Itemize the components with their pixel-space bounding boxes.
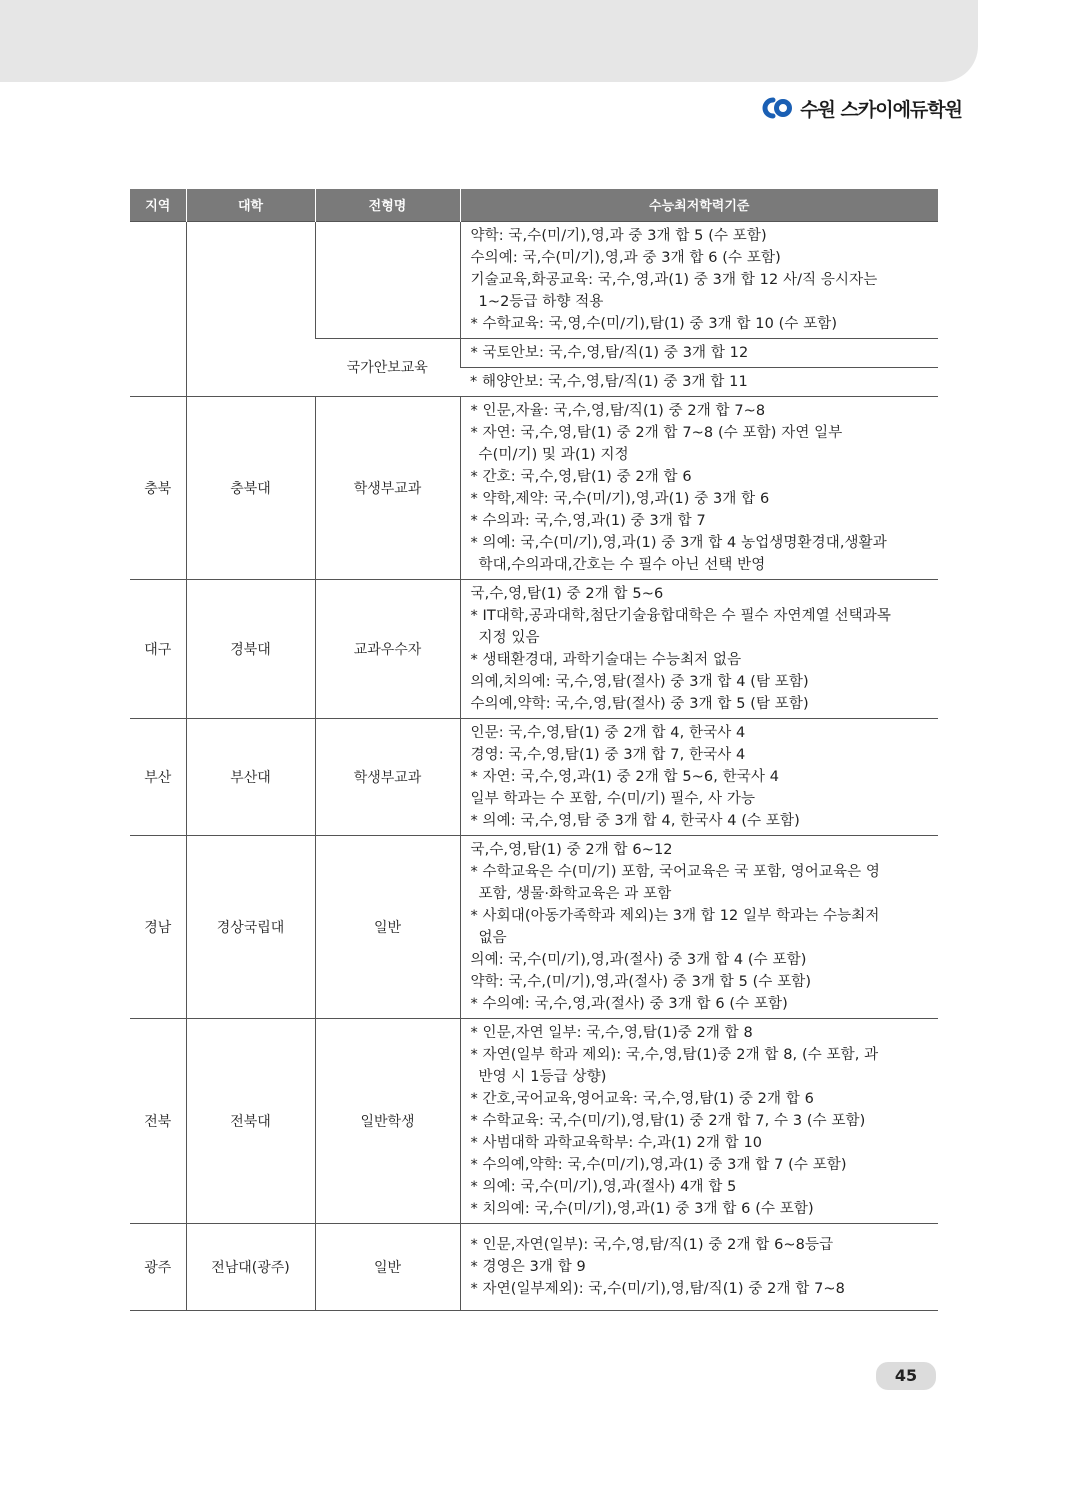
type-cell: 국가안보교육 bbox=[315, 338, 460, 396]
university-cell: 전북대 bbox=[186, 1018, 315, 1223]
table-row bbox=[130, 579, 938, 718]
table-row bbox=[130, 835, 938, 1018]
type-cell: 일반 bbox=[315, 835, 460, 1018]
criteria-line: 반영 시 1등급 상향) bbox=[478, 1068, 607, 1085]
header-criteria: 수능최저학력기준 bbox=[460, 189, 938, 221]
region-cell: 충북 bbox=[130, 396, 186, 579]
criteria-cell bbox=[460, 396, 938, 579]
criteria-line: 의예,치의예: 국,수,영,탐(절사) 중 3개 합 4 (탐 포함) bbox=[470, 673, 809, 690]
criteria-line: 1~2등급 하향 적용 bbox=[478, 293, 604, 310]
criteria-line: 지정 있음 bbox=[478, 629, 540, 646]
table-row bbox=[130, 718, 938, 835]
brand-name: 수원 스카이에듀학원 bbox=[800, 98, 962, 121]
criteria-line: * 국토안보: 국,수,영,탐/직(1) 중 3개 합 12 bbox=[470, 344, 749, 361]
criteria-cell bbox=[460, 1223, 938, 1310]
university-cell: 경상국립대 bbox=[186, 835, 315, 1018]
criteria-cell bbox=[460, 835, 938, 1018]
criteria-line: 국,수,영,탐(1) 중 2개 합 6~12 bbox=[470, 841, 673, 858]
region-cell: 대구 bbox=[130, 579, 186, 718]
page-number: 45 bbox=[876, 1362, 936, 1390]
criteria-line: 인문: 국,수,영,탐(1) 중 2개 합 4, 한국사 4 bbox=[470, 724, 746, 741]
type-cell: 학생부교과 bbox=[315, 718, 460, 835]
type-cell: 학생부교과 bbox=[315, 396, 460, 579]
criteria-line: 수의예: 국,수(미/기),영,과 중 3개 합 6 (수 포함) bbox=[470, 249, 781, 266]
criteria-line: * IT대학,공과대학,첨단기술융합대학은 수 필수 자연계열 선택과목 bbox=[470, 607, 891, 624]
table-header-row bbox=[130, 189, 938, 221]
university-cell: 전남대(광주) bbox=[186, 1223, 315, 1310]
type-cell: 일반 bbox=[315, 1223, 460, 1310]
criteria-line: * 경영은 3개 합 9 bbox=[470, 1258, 586, 1275]
brand bbox=[760, 94, 962, 122]
university-cell: 경북대 bbox=[186, 579, 315, 718]
region-cell: 경남 bbox=[130, 835, 186, 1018]
criteria-line: * 수의예,약학: 국,수(미/기),영,과(1) 중 3개 합 7 (수 포함) bbox=[470, 1156, 847, 1173]
table-row bbox=[130, 1018, 938, 1223]
criteria-cell bbox=[460, 1018, 938, 1223]
region-cell bbox=[130, 221, 186, 396]
type-cell: 일반학생 bbox=[315, 1018, 460, 1223]
header-band bbox=[0, 0, 978, 82]
criteria-line: * 간호: 국,수,영,탐(1) 중 2개 합 6 bbox=[470, 468, 692, 485]
criteria-line: * 생태환경대, 과학기술대는 수능최저 없음 bbox=[470, 651, 742, 668]
criteria-cell bbox=[460, 367, 938, 396]
criteria-line: * 수학교육: 국,영,수(미/기),탐(1) 중 3개 합 10 (수 포함) bbox=[470, 315, 838, 332]
criteria-line: * 자연(일부 학과 제외): 국,수,영,탐(1)중 2개 합 8, (수 포함, 과 bbox=[470, 1046, 879, 1063]
sky-edu-logo-icon bbox=[760, 96, 794, 120]
university-cell: 부산대 bbox=[186, 718, 315, 835]
criteria-line: * 인문,자연 일부: 국,수,영,탐(1)중 2개 합 8 bbox=[470, 1024, 753, 1041]
criteria-cell bbox=[460, 221, 938, 338]
criteria-line: 수(미/기) 및 과(1) 지정 bbox=[478, 446, 629, 463]
criteria-line: 포함, 생물·화학교육은 과 포함 bbox=[478, 885, 672, 902]
criteria-line: * 사범대학 과학교육학부: 수,과(1) 2개 합 10 bbox=[470, 1134, 763, 1151]
criteria-line: * 자연(일부제외): 국,수(미/기),영,탐/직(1) 중 2개 합 7~8 bbox=[470, 1280, 845, 1297]
criteria-line: * 해양안보: 국,수,영,탐/직(1) 중 3개 합 11 bbox=[470, 373, 748, 390]
criteria-line: 학대,수의과대,간호는 수 필수 아닌 선택 반영 bbox=[478, 556, 766, 573]
criteria-line: 경영: 국,수,영,탐(1) 중 3개 합 7, 한국사 4 bbox=[470, 746, 746, 763]
region-cell: 부산 bbox=[130, 718, 186, 835]
university-cell: 충북대 bbox=[186, 396, 315, 579]
region-cell: 광주 bbox=[130, 1223, 186, 1310]
criteria-line: 의예: 국,수(미/기),영,과(절사) 중 3개 합 4 (수 포함) bbox=[470, 951, 807, 968]
criteria-line: * 인문,자연(일부): 국,수,영,탐/직(1) 중 2개 합 6~8등급 bbox=[470, 1236, 834, 1253]
type-cell: 교과우수자 bbox=[315, 579, 460, 718]
criteria-line: * 약학,제약: 국,수(미/기),영,과(1) 중 3개 합 6 bbox=[470, 490, 770, 507]
criteria-line: * 수학교육은 수(미/기) 포함, 국어교육은 국 포함, 영어교육은 영 bbox=[470, 863, 881, 880]
criteria-line: * 간호,국어교육,영어교육: 국,수,영,탐(1) 중 2개 합 6 bbox=[470, 1090, 814, 1107]
criteria-line: * 의예: 국,수(미/기),영,과(절사) 4개 합 5 bbox=[470, 1178, 737, 1195]
criteria-line: * 치의예: 국,수(미/기),영,과(1) 중 3개 합 6 (수 포함) bbox=[470, 1200, 814, 1217]
table-row bbox=[130, 396, 938, 579]
criteria-line: * 인문,자율: 국,수,영,탐/직(1) 중 2개 합 7~8 bbox=[470, 402, 766, 419]
criteria-cell bbox=[460, 579, 938, 718]
header-university: 대학 bbox=[186, 189, 315, 221]
criteria-line: * 의예: 국,수,영,탐 중 3개 합 4, 한국사 4 (수 포함) bbox=[470, 812, 800, 829]
criteria-line: 약학: 국,수(미/기),영,과 중 3개 합 5 (수 포함) bbox=[470, 227, 767, 244]
criteria-line: * 수의과: 국,수,영,과(1) 중 3개 합 7 bbox=[470, 512, 706, 529]
criteria-line: 약학: 국,수,(미/기),영,과(절사) 중 3개 합 5 (수 포함) bbox=[470, 973, 812, 990]
criteria-line: 없음 bbox=[478, 929, 507, 946]
criteria-line: * 자연: 국,수,영,탐(1) 중 2개 합 7~8 (수 포함) 자연 일부 bbox=[470, 424, 843, 441]
criteria-line: * 수의예: 국,수,영,과(절사) 중 3개 합 6 (수 포함) bbox=[470, 995, 788, 1012]
header-region: 지역 bbox=[130, 189, 186, 221]
table-row bbox=[130, 1223, 938, 1310]
criteria-line: * 의예: 국,수(미/기),영,과(1) 중 3개 합 4 농업생명환경대,생활과 bbox=[470, 534, 887, 551]
admission-criteria-table bbox=[130, 189, 938, 1311]
table-row bbox=[130, 221, 938, 338]
criteria-line: 국,수,영,탐(1) 중 2개 합 5~6 bbox=[470, 585, 664, 602]
header-type: 전형명 bbox=[315, 189, 460, 221]
criteria-cell bbox=[460, 718, 938, 835]
criteria-line: 일부 학과는 수 포함, 수(미/기) 필수, 사 가능 bbox=[470, 790, 756, 807]
criteria-line: * 사회대(아동가족학과 제외)는 3개 합 12 일부 학과는 수능최저 bbox=[470, 907, 880, 924]
region-cell: 전북 bbox=[130, 1018, 186, 1223]
criteria-line: 기술교육,화공교육: 국,수,영,과(1) 중 3개 합 12 사/직 응시자는 bbox=[470, 271, 878, 288]
criteria-line: * 수학교육: 국,수(미/기),영,탐(1) 중 2개 합 7, 수 3 (수 포함) bbox=[470, 1112, 866, 1129]
criteria-cell bbox=[460, 338, 938, 367]
university-cell bbox=[186, 221, 315, 396]
criteria-line: * 자연: 국,수,영,과(1) 중 2개 합 5~6, 한국사 4 bbox=[470, 768, 780, 785]
type-cell bbox=[315, 221, 460, 338]
criteria-line: 수의예,약학: 국,수,영,탐(절사) 중 3개 합 5 (탐 포함) bbox=[470, 695, 809, 712]
